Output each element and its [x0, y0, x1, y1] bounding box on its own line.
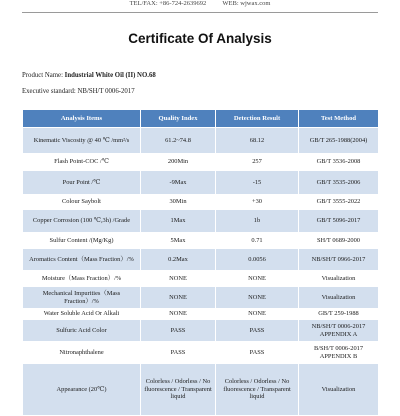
cell-detection-result: Colorless / Odorless / No fluorescence / Transparent liquid	[216, 364, 299, 416]
table-row	[23, 195, 379, 210]
table-row	[23, 271, 379, 287]
cell-quality-index: 1Max	[141, 210, 216, 233]
cell-test-method: NB/SH/T 0966-2017	[299, 249, 379, 271]
executive-standard-line	[22, 88, 135, 95]
cell-analysis-item: Nitronaphthalene	[23, 342, 141, 364]
cell-test-method: GB/T 259-1988	[299, 309, 379, 320]
cell-analysis-item: Water Soluble Acid Or Alkali	[23, 309, 141, 320]
cell-analysis-item: Kinematic Viscosity @ 40 ℃ /mm²/s	[23, 128, 141, 154]
product-name-label: Product Name:	[22, 72, 63, 79]
table-row	[23, 342, 379, 364]
table-row	[23, 128, 379, 154]
page-title: Certificate Of Analysis	[128, 31, 272, 46]
cell-quality-index: PASS	[141, 342, 216, 364]
cell-detection-result: 257	[216, 154, 299, 171]
table-row	[23, 364, 379, 416]
cell-quality-index: PASS	[141, 320, 216, 342]
cell-analysis-item: Mechanical Impurities（Mass Fraction）/%	[23, 287, 141, 309]
cell-analysis-item: Sulfuric Acid Color	[23, 320, 141, 342]
table-row	[23, 320, 379, 342]
cell-analysis-item: Colour Saybolt	[23, 195, 141, 210]
cell-analysis-item: Pour Point /℃	[23, 171, 141, 195]
product-name-value: Industrial White Oil (II) NO.68	[64, 72, 156, 79]
cell-analysis-item: Copper Corrosion (100 ℃,3h) /Grade	[23, 210, 141, 233]
cell-detection-result: -15	[216, 171, 299, 195]
cell-quality-index: Colorless / Odorless / No fluorescence / Transparent liquid	[141, 364, 216, 416]
cell-quality-index: 5Max	[141, 233, 216, 249]
cell-detection-result: NONE	[216, 271, 299, 287]
product-name-line	[22, 72, 156, 79]
cell-analysis-item: Appearance (20℃)	[23, 364, 141, 416]
table-header-row	[23, 110, 379, 128]
cell-detection-result: NONE	[216, 309, 299, 320]
cell-quality-index: NONE	[141, 271, 216, 287]
cell-detection-result: PASS	[216, 342, 299, 364]
cell-test-method: GB/T 3535-2006	[299, 171, 379, 195]
table-row	[23, 233, 379, 249]
cell-test-method: GB/T 5096-2017	[299, 210, 379, 233]
column-header-test-method: Test Method	[299, 110, 379, 128]
table-row	[23, 249, 379, 271]
cell-analysis-item: Aromatics Content（Mass Fraction）/%	[23, 249, 141, 271]
table-row	[23, 171, 379, 195]
column-header-analysis-items: Analysis Items	[23, 110, 141, 128]
cell-quality-index: NONE	[141, 287, 216, 309]
contact-line: TEL/FAX: +86-724-2639692 WEB: wjwax.com	[129, 0, 271, 7]
table-row	[23, 210, 379, 233]
executive-standard-label: Executive standard:	[22, 88, 76, 95]
cell-test-method: GB/T 3555-2022	[299, 195, 379, 210]
cell-test-method: Visualization	[299, 271, 379, 287]
cell-quality-index: 200Min	[141, 154, 216, 171]
analysis-table	[22, 109, 379, 416]
cell-detection-result: NONE	[216, 287, 299, 309]
cell-quality-index: 61.2~74.8	[141, 128, 216, 154]
cell-quality-index: 0.2Max	[141, 249, 216, 271]
cell-test-method: B/SH/T 0006-2017 APPENDIX B	[299, 342, 379, 364]
cell-analysis-item: Moisture（Mass Fraction）/%	[23, 271, 141, 287]
cell-detection-result: PASS	[216, 320, 299, 342]
cell-test-method: GB/T 3536-2008	[299, 154, 379, 171]
cell-detection-result: 1b	[216, 210, 299, 233]
cell-analysis-item: Sulfur Content /(Mg/Kg)	[23, 233, 141, 249]
column-header-quality-index: Quality Index	[141, 110, 216, 128]
executive-standard-value: NB/SH/T 0006-2017	[77, 88, 135, 95]
cell-detection-result: +30	[216, 195, 299, 210]
cell-test-method: GB/T 265-1988(2004)	[299, 128, 379, 154]
table-row	[23, 309, 379, 320]
cell-quality-index: -9Max	[141, 171, 216, 195]
cell-detection-result: 68.12	[216, 128, 299, 154]
column-header-detection-result: Detection Result	[216, 110, 299, 128]
table-row	[23, 154, 379, 171]
cell-test-method: SH/T 0689-2000	[299, 233, 379, 249]
cell-analysis-item: Flash Point-COC /℃	[23, 154, 141, 171]
cell-detection-result: 0.71	[216, 233, 299, 249]
cell-test-method: NB/SH/T 0006-2017 APPENDIX A	[299, 320, 379, 342]
cell-quality-index: 30Min	[141, 195, 216, 210]
table-row	[23, 287, 379, 309]
cell-detection-result: 0.0056	[216, 249, 299, 271]
cell-quality-index: NONE	[141, 309, 216, 320]
cell-test-method: Visualization	[299, 287, 379, 309]
header-divider	[22, 12, 378, 13]
cell-test-method: Visualization	[299, 364, 379, 416]
